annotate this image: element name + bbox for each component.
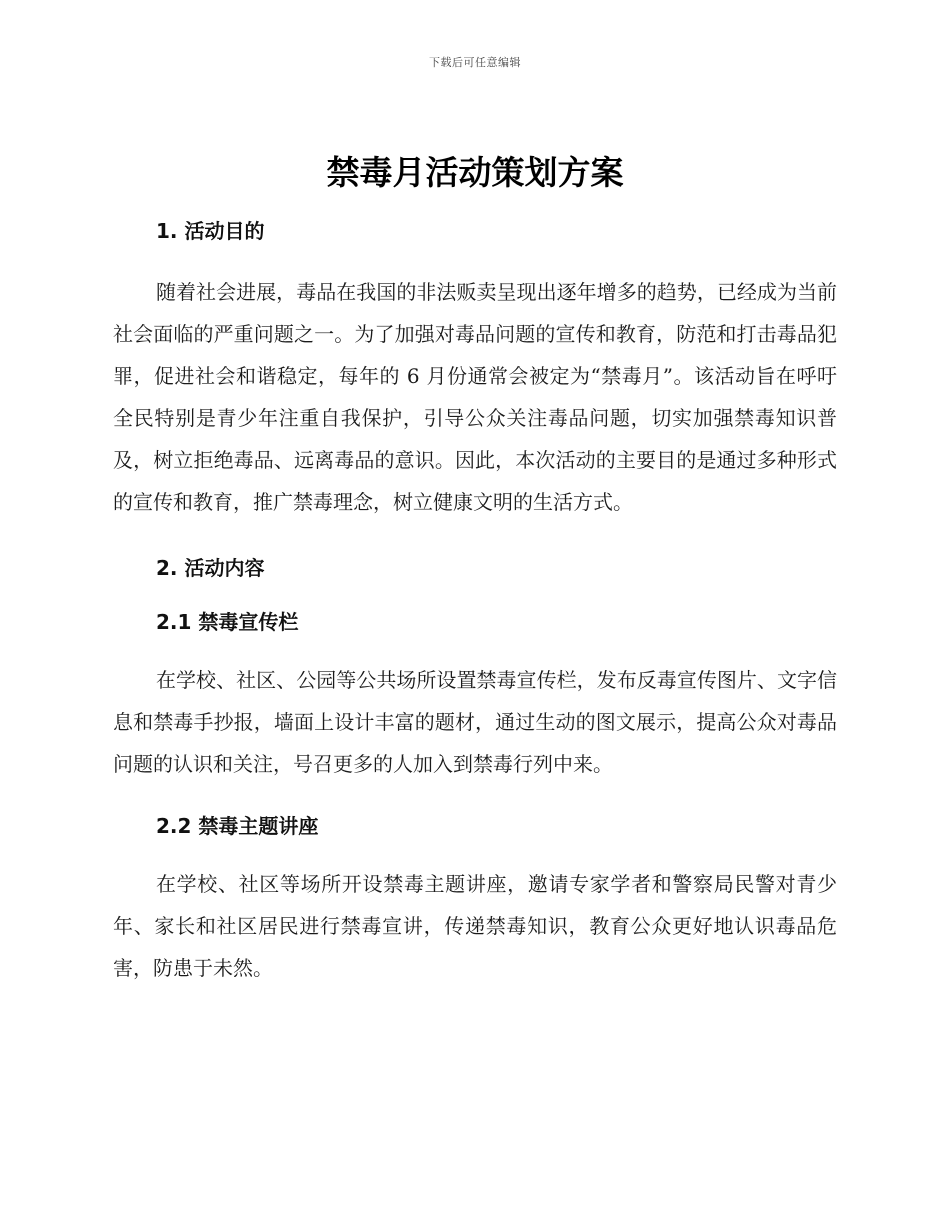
document-body (113, 148, 837, 989)
section-heading-purpose: 1. 活动目的 (156, 219, 265, 243)
subsection-heading-lecture: 2.2 禁毒主题讲座 (156, 814, 319, 838)
subsection-paragraph-bulletin-board: 在学校、社区、公园等公共场所设置禁毒宣传栏，发布反毒宣传图片、文字信息和禁毒手抄报，墙面上设计丰富的题材，通过生动的图文展示，提高公众对毒品问题的认识和关注，号召更多的人加入到禁毒行列中来。 (113, 668, 837, 776)
subsection-paragraph-lecture: 在学校、社区等场所开设禁毒主题讲座，邀请专家学者和警察局民警对青少年、家长和社区居民进行禁毒宣讲，传递禁毒知识，教育公众更好地认识毒品危害，防患于未然。 (113, 872, 837, 980)
section-heading-content: 2. 活动内容 (156, 556, 265, 580)
subsection-heading-bulletin-board: 2.1 禁毒宣传栏 (156, 610, 299, 634)
document-title: 禁毒月活动策划方案 (326, 153, 624, 192)
page-header-note: 下载后可任意编辑 (429, 56, 521, 69)
section-paragraph-purpose: 随着社会进展，毒品在我国的非法贩卖呈现出逐年增多的趋势，已经成为当前社会面临的严重问题之一。为了加强对毒品问题的宣传和教育，防范和打击毒品犯罪，促进社会和谐稳定，每年的 6 月份通常会被定为“禁毒月”。该活动旨在呼吁全民特别是青少年注重自我保护，引导公众关注毒品问题，切实加强禁毒知识普及，树立拒绝毒品、远离毒品的意识。因此，本次活动的主要目的是通过多种形式的宣传和教育，推广禁毒理念，树立健康文明的生活方式。 (113, 280, 837, 514)
